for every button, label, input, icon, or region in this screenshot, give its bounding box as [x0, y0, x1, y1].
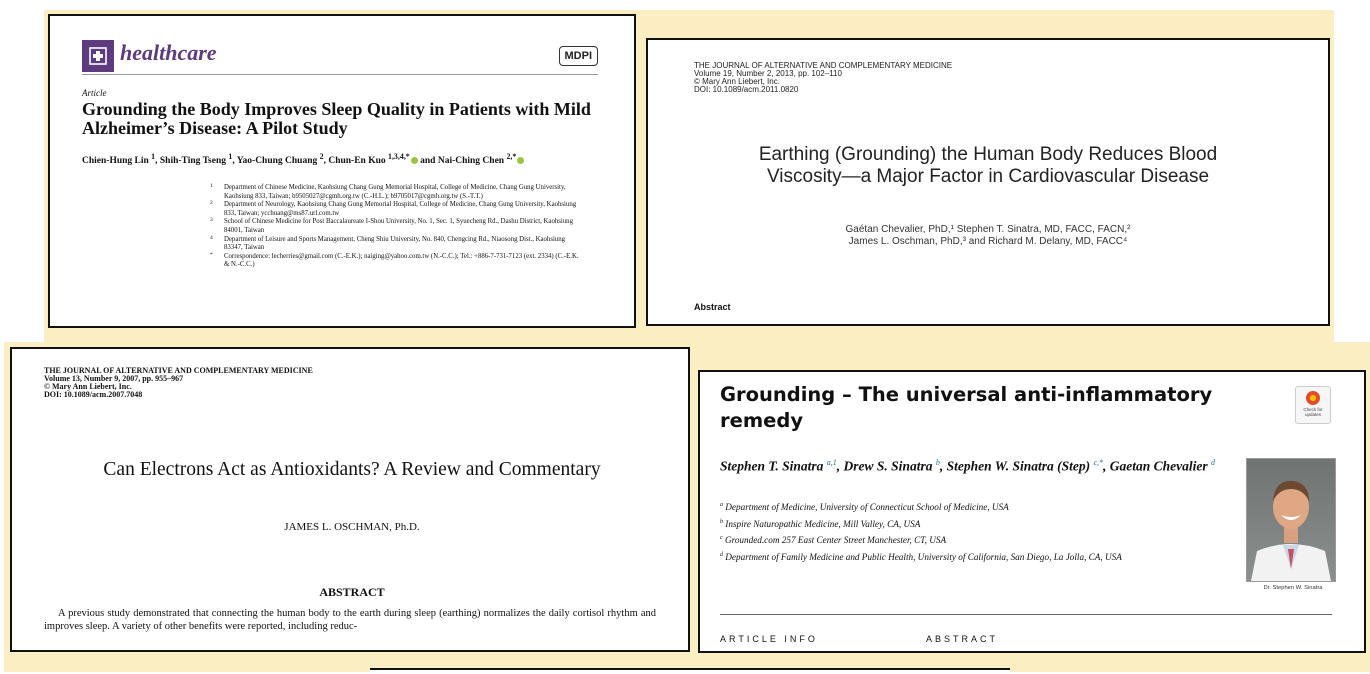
author-name: JAMES L. OSCHMAN, Ph.D. [284, 521, 420, 533]
article-title [688, 144, 1288, 188]
affiliation-item [210, 201, 580, 218]
author-affiliation-marker: 2 [319, 152, 324, 161]
orcid-icon [517, 157, 524, 164]
affiliation-item [210, 184, 580, 201]
orcid-icon [411, 157, 418, 164]
affiliation-item [720, 548, 1122, 565]
author-line: Gaétan Chevalier, PhD,¹ Stephen T. Sinatra, MD, FACC, FACN,² [845, 224, 1131, 235]
author-affiliation-marker: b [935, 458, 940, 467]
affiliation-marker: 3 [210, 217, 213, 224]
section-divider [720, 614, 1332, 615]
affiliation-marker: * [210, 251, 213, 258]
antioxidants-article-panel [10, 347, 690, 652]
affiliation-item [210, 218, 580, 235]
publisher-logo: MDPI [559, 46, 599, 66]
article-title: Grounding – The universal anti-inflammatory remedy [720, 383, 1213, 432]
affiliation-list [210, 184, 580, 270]
healthcare-article-panel [48, 14, 636, 328]
abstract-heading: ABSTRACT [319, 585, 385, 599]
earthing-article-panel [646, 38, 1330, 326]
affiliation-text: Grounded.com 257 East Center Street Manchester, CT, USA [724, 535, 947, 546]
check-for-updates-badge[interactable] [1295, 386, 1331, 424]
affiliation-text: Inspire Naturopathic Medicine, Mill Valley, CA, USA [725, 518, 921, 529]
affiliation-item [210, 236, 580, 253]
affiliation-item [720, 498, 1122, 515]
author-affiliation-marker: 1 [151, 152, 156, 161]
healthcare-logo-icon [82, 40, 114, 72]
affiliation-item [210, 253, 580, 270]
affiliation-text: Department of Medicine, University of Connecticut School of Medicine, USA [725, 502, 1009, 513]
author-name: Stephen W. Sinatra (Step) [946, 458, 1091, 474]
affiliation-text: Department of Leisure and Sports Management, Cheng Shiu University, No. 840, Chengcing Rd., Niaosong Dist., Kaohsiung 83347, Taiwan [224, 235, 566, 252]
journal-header [44, 367, 313, 399]
author-affiliation-marker: 2,* [506, 152, 517, 161]
author-name: Yao-Chung Chuang [236, 156, 318, 167]
journal-header-line: Volume 13, Number 9, 2007, pp. 955–967 [44, 374, 184, 383]
journal-header-line: © Mary Ann Liebert, Inc. [694, 77, 780, 86]
affiliation-text: Department of Chinese Medicine, Kaohsiung Chang Gung Memorial Hospital, College of Medicine, Chang Gung University, Kaohsiung 833, Taiwan; b9505027@cgmh.org.tw (C.-H.L.); b9705017@cgmh.org.tw (S.-T.T.) [224, 184, 566, 200]
abstract-heading: Abstract [694, 302, 731, 312]
author-name: Stephen T. Sinatra [720, 458, 824, 474]
bottom-panel-edge [370, 668, 1010, 674]
author-list: Stephen T. Sinatra $^{a,1}$, Drew S. Sinatra $^b$, Stephen W. Sinatra (Step) $^{c,*}$, Gaetan Chevalier $^d$ [720, 458, 1216, 474]
affiliation-marker: 1 [210, 183, 213, 189]
author-list [688, 224, 1288, 248]
affiliation-marker: d [720, 551, 723, 558]
author-list: Chien-Hung Lin $^1$, Shih-Ting Tseng $^1$, Yao-Chung Chuang $^2$, Chun-En Kuo $^{1,3,4,*}$ and Nai-Ching Chen $^{2,*}$ [82, 152, 524, 166]
affiliation-text: Department of Neurology, Kaohsiung Chang Gung Memorial Hospital, College of Medicine, Chang Gung University, Kaohsiung 833, Taiwan; ycchuang@ms87.url.com.tw [224, 201, 577, 217]
affiliation-text: School of Chinese Medicine for Post Baccalaureate I-Shou University, No. 1, Sec. 1, Syuecheng Rd., Dashu District, Kaohsiung 84001, Taiwan [224, 218, 573, 234]
journal-header-line: THE JOURNAL OF ALTERNATIVE AND COMPLEMENTARY MEDICINE [694, 61, 953, 70]
author-name: Nai-Ching Chen [437, 156, 505, 167]
title-line: Viscosity—a Major Factor in Cardiovascular Disease [766, 166, 1210, 187]
author-name: Shih-Ting Tseng [159, 156, 226, 167]
author-name: Gaetan Chevalier [1109, 458, 1208, 474]
affiliation-list [720, 498, 1122, 564]
journal-name: healthcare [120, 40, 217, 65]
article-title: Grounding the Body Improves Sleep Quality in Patients with Mild Alzheimer’s Disease: A Pilot Study [82, 99, 591, 138]
abstract-text: A previous study demonstrated that connecting the human body to the earth during sleep (earthing) normalizes the daily cortisol rhythm and improves sleep. A variety of other benefits were reported, including reduc- [44, 608, 656, 632]
author-line: James L. Oschman, PhD,³ and Richard M. Delany, MD, FACC⁴ [848, 236, 1128, 247]
article-info-heading: ARTICLE INFO [720, 634, 818, 644]
author-affiliation-marker: a,1 [826, 458, 837, 467]
affiliation-text: Department of Family Medicine and Public Health, University of California, San Diego, La Jolla, CA, USA [725, 551, 1122, 562]
affiliation-marker: 4 [210, 234, 213, 241]
journal-header-line: THE JOURNAL OF ALTERNATIVE AND COMPLEMENTARY MEDICINE [44, 366, 313, 375]
affiliation-item [720, 515, 1122, 532]
photo-caption: Dr. Stephen W. Sinatra [1263, 585, 1323, 591]
journal-header-line: DOI: 10.1089/acm.2007.7048 [44, 390, 143, 399]
abstract-heading: ABSTRACT [926, 634, 999, 644]
affiliation-marker: a [720, 502, 723, 508]
author-name: Drew S. Sinatra [843, 458, 933, 474]
affiliation-text: Correspondence: lecherries@gmail.com (C.-E.K.); naiging@yahoo.com.tw (N.-C.C.); Tel.: +886-7-731-7123 (ext. 2334) (C.-E.K. & N.-C.C.) [224, 252, 579, 269]
author-affiliation-marker: c,* [1093, 458, 1104, 467]
affiliation-marker: c [720, 535, 723, 542]
grounding-remedy-article-panel [698, 370, 1366, 653]
author-name: Chien-Hung Lin [82, 156, 149, 167]
journal-header-line: Volume 19, Number 2, 2013, pp. 102–110 [694, 69, 842, 78]
check-updates-label: Check for updates [1303, 407, 1323, 417]
journal-header-line: DOI: 10.1089/acm.2011.0820 [694, 85, 799, 94]
journal-header [694, 62, 952, 94]
author-affiliation-marker: d [1211, 458, 1216, 467]
affiliation-item [720, 531, 1122, 548]
author-name: Chun-En Kuo [328, 156, 386, 167]
check-updates-icon [1306, 391, 1320, 405]
author-affiliation-marker: 1 [228, 152, 233, 161]
article-title: Can Electrons Act as Antioxidants? A Review and Commentary [103, 459, 601, 480]
header-divider [82, 74, 598, 75]
article-type: Article [82, 88, 107, 98]
affiliation-marker: b [720, 518, 723, 525]
journal-header-line: © Mary Ann Liebert, Inc. [44, 382, 132, 391]
author-photo [1246, 458, 1336, 582]
affiliation-marker: 2 [210, 200, 213, 207]
title-line: Earthing (Grounding) the Human Body Reduces Blood [758, 144, 1218, 165]
author-affiliation-marker: 1,3,4,* [388, 152, 410, 161]
